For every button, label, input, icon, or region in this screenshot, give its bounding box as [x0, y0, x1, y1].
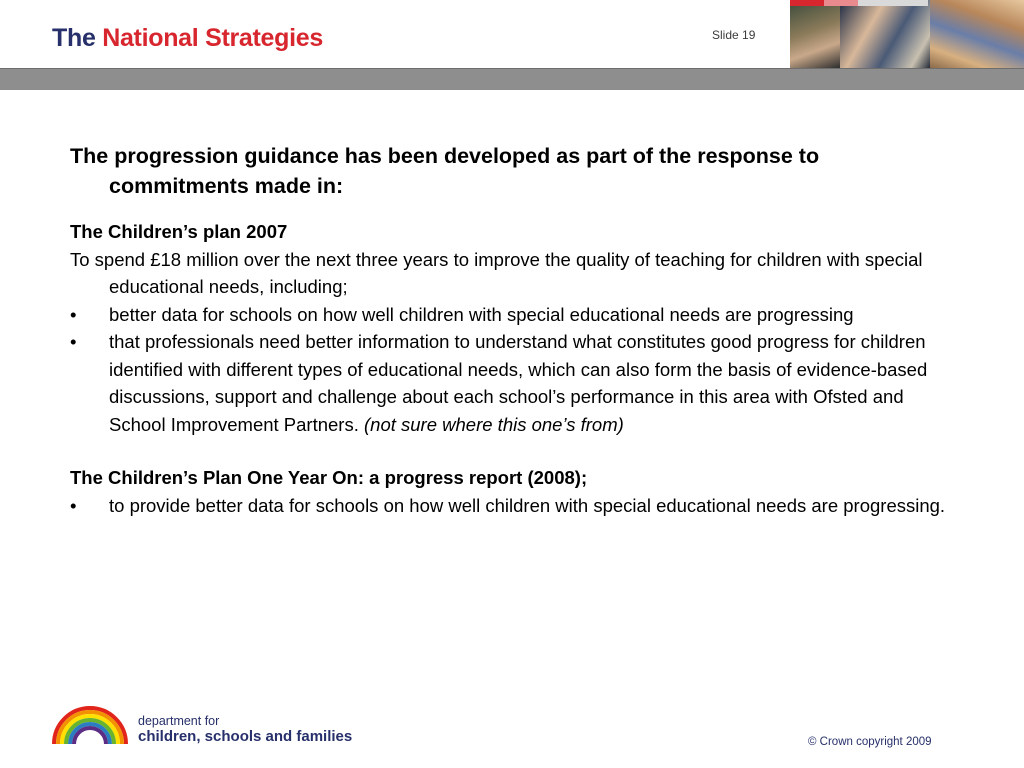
slide-number: Slide 19 — [712, 28, 756, 42]
copyright-notice: © Crown copyright 2009 — [808, 736, 932, 748]
photo-children-2 — [840, 0, 930, 68]
rainbow-logo-icon — [50, 704, 130, 751]
list-item — [70, 301, 950, 329]
brand-name: National Strategies — [102, 24, 323, 52]
section1-intro: To spend £18 million over the next three years to improve the quality of teaching for children with special educational needs, including; — [70, 248, 923, 297]
bullet-icon: • — [70, 494, 77, 516]
photo-children-1 — [790, 0, 840, 68]
header-photo-strip — [790, 0, 1024, 68]
dcsf-logo — [138, 713, 352, 745]
list-item — [70, 492, 950, 520]
slide-header — [0, 0, 1024, 68]
brand-the: The — [52, 24, 96, 52]
bullet-text: to provide better data for schools on how well children with special educational needs are progressing. — [109, 494, 946, 516]
list-item — [70, 328, 950, 438]
photo-strip-red — [790, 0, 824, 6]
lead-statement: The progression guidance has been developed as part of the response to commitments made in: — [70, 144, 820, 198]
slide-body — [70, 141, 950, 519]
photo-strip-grey — [858, 0, 928, 6]
national-strategies-logo — [52, 24, 323, 53]
photo-children-3 — [930, 0, 1024, 68]
photo-strip-pink — [824, 0, 858, 6]
section2-heading: The Children’s Plan One Year On: a progress report (2008); — [70, 467, 588, 488]
source-note: (not sure where this one’s from) — [364, 413, 624, 435]
bullet-text: that professionals need better information to understand what constitutes good progress for children identified with different types of educational needs, which can also form the basis of evidence-based discussions, support and challenge about each school’s performance in this area with Ofsted and School Improvement Partners. — [109, 331, 928, 435]
bullet-icon: • — [70, 303, 77, 325]
section1-heading: The Children’s plan 2007 — [70, 221, 288, 242]
bullet-icon: • — [70, 331, 77, 352]
dept-line1: department for — [138, 714, 220, 728]
bullet-text: better data for schools on how well children with special educational needs are progressing — [109, 303, 854, 325]
dept-line2: children, schools and families — [138, 728, 353, 745]
header-band — [0, 68, 1024, 90]
